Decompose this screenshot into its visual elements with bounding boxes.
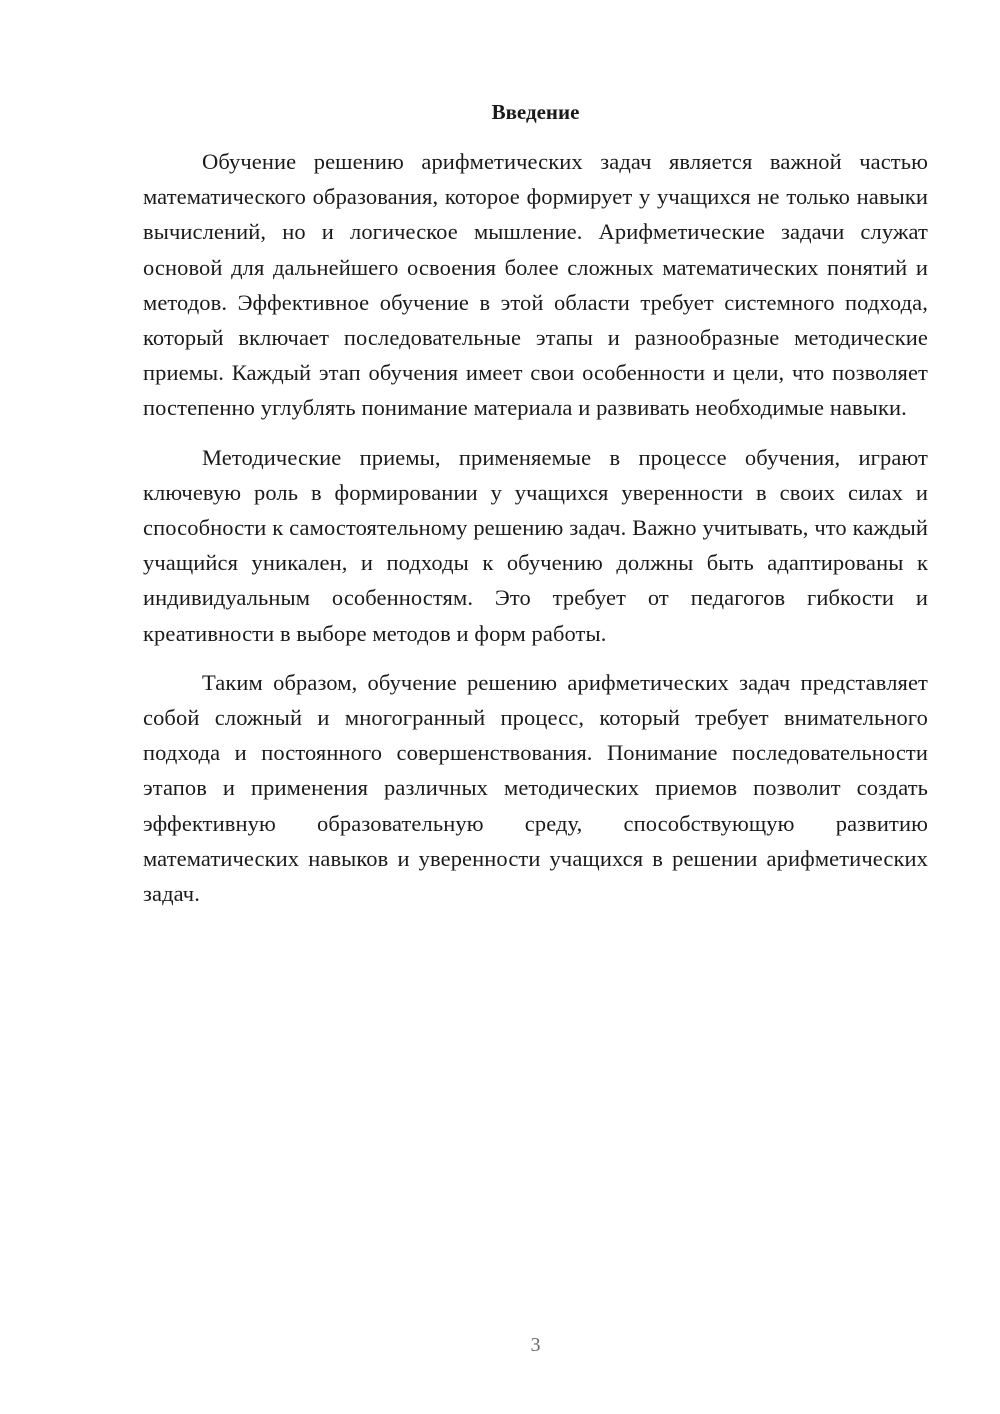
paragraph-1: Обучение решению арифметических задач является важной частью математического образования, которое формирует у учащихся не только навыки вычислений, но и логическое мышление. Арифметические задачи служат основой для дальнейшего освоения более сложных математических понятий и методов. Эффективное обучение в этой области требует системного подхода, который включает последовательные этапы и разнообразные методические приемы. Каждый этап обучения имеет свои особенности и цели, что позволяет постепенно углублять понимание материала и развивать необходимые навыки. [143, 149, 928, 421]
paragraph-2: Методические приемы, применяемые в процессе обучения, играют ключевую роль в формировании у учащихся уверенности в своих силах и способности к самостоятельному решению задач. Важно учитывать, что каждый учащийся уникален, и подходы к обучению должны быть адаптированы к индивидуальным особенностям. Это требует от педагогов гибкости и креативности в выборе методов и форм работы. [143, 444, 928, 646]
page-number: 3 [530, 1334, 541, 1356]
paragraph-3: Таким образом, обучение решению арифметических задач представляет собой сложный и многогранный процесс, который требует внимательного подхода и постоянного совершенствования. Понимание последовательности этапов и применения различных методических приемов позволит создать эффективную образовательную среду, способствующую развитию математических навыков и уверенности учащихся в решении арифметических задач. [143, 669, 928, 907]
body-text [143, 144, 928, 911]
page-title: Введение [491, 100, 580, 124]
